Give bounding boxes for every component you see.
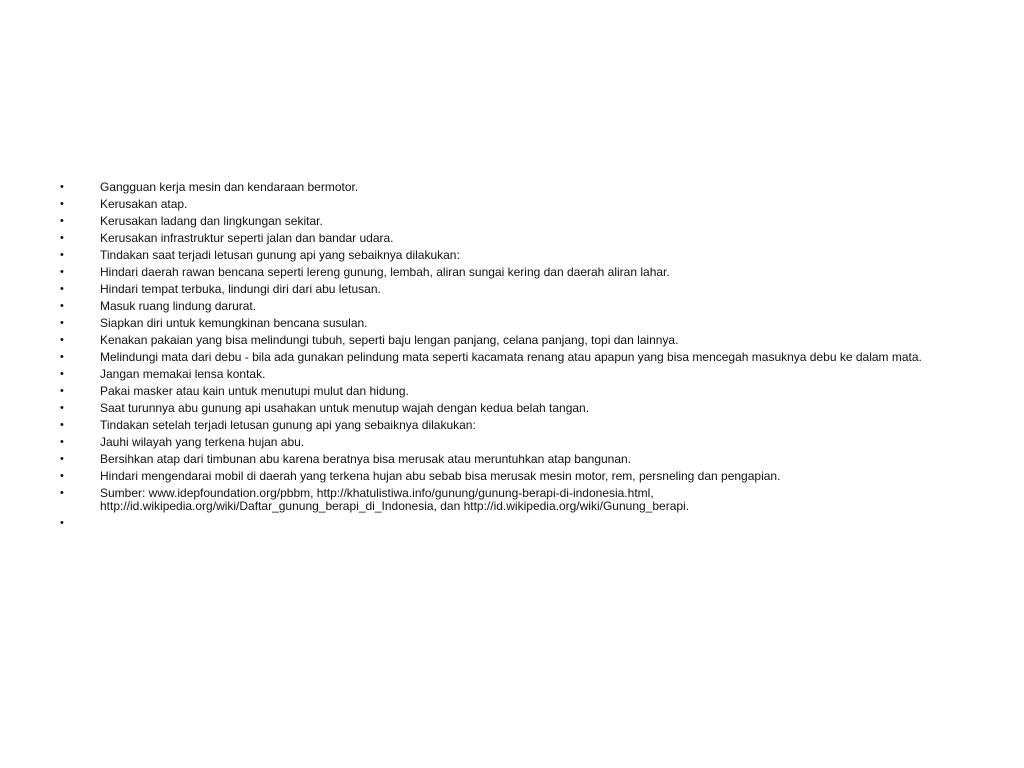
bullet-icon: •: [60, 385, 64, 397]
list-item: [60, 300, 960, 313]
bullet-icon: •: [60, 300, 64, 312]
list-item: [60, 334, 960, 347]
list-item-text: Kenakan pakaian yang bisa melindungi tubuh, seperti baju lengan panjang, celana panjang, topi dan lainnya.: [100, 333, 679, 347]
bullet-icon: •: [60, 436, 64, 448]
list-item-text: Tindakan saat terjadi letusan gunung api yang sebaiknya dilakukan:: [100, 248, 460, 262]
list-item: [60, 181, 960, 194]
list-item-text: Tindakan setelah terjadi letusan gunung api yang sebaiknya dilakukan:: [100, 418, 476, 432]
list-item: [60, 470, 960, 483]
list-item: [60, 402, 960, 415]
list-item: [60, 368, 960, 381]
list-item-text: [100, 517, 960, 530]
bullet-icon: •: [60, 334, 64, 346]
bullet-list: [60, 181, 960, 534]
bullet-icon: •: [60, 368, 64, 380]
bullet-icon: •: [60, 232, 64, 244]
list-item: [60, 232, 960, 245]
bullet-icon: •: [60, 317, 64, 329]
list-item-text: Kerusakan infrastruktur seperti jalan dan bandar udara.: [100, 231, 394, 245]
list-item-text: Siapkan diri untuk kemungkinan bencana susulan.: [100, 316, 368, 330]
list-item: [60, 436, 960, 449]
bullet-icon: •: [60, 487, 64, 499]
bullet-icon: •: [60, 215, 64, 227]
list-item-text: Hindari mengendarai mobil di daerah yang terkena hujan abu sebab bisa merusak mesin motor, rem, persneling dan pengapian.: [100, 469, 781, 483]
list-item-text: Sumber: www.idepfoundation.org/pbbm, http://khatulistiwa.info/gunung/gunung-berapi-di-indonesia.html, http://id.wikipedia.org/wiki/Daftar_gunung_berapi_di_Indonesia, dan http://id.wikipedia.org/wiki/Gunung_berapi.: [100, 486, 690, 513]
bullet-icon: •: [60, 283, 64, 295]
list-item-text: Gangguan kerja mesin dan kendaraan bermotor.: [100, 180, 359, 194]
list-item: [60, 317, 960, 330]
list-item: [60, 351, 960, 364]
list-item: [60, 198, 960, 211]
list-item-text: Melindungi mata dari debu - bila ada gunakan pelindung mata seperti kacamata renang atau apapun yang bisa mencegah masuknya debu ke dalam mata.: [100, 350, 922, 364]
list-item: [60, 385, 960, 398]
list-item: [60, 283, 960, 296]
list-item-text: Pakai masker atau kain untuk menutupi mulut dan hidung.: [100, 384, 409, 398]
list-item-text: Jangan memakai lensa kontak.: [100, 367, 266, 381]
list-item: [60, 419, 960, 432]
list-item: [60, 249, 960, 262]
list-item-text: Jauhi wilayah yang terkena hujan abu.: [100, 435, 305, 449]
list-item: [60, 487, 960, 513]
bullet-icon: •: [60, 517, 64, 529]
list-item-text: Kerusakan ladang dan lingkungan sekitar.: [100, 214, 323, 228]
bullet-icon: •: [60, 181, 64, 193]
bullet-icon: •: [60, 419, 64, 431]
list-item: [60, 517, 960, 530]
bullet-icon: •: [60, 198, 64, 210]
bullet-icon: •: [60, 351, 64, 363]
bullet-icon: •: [60, 266, 64, 278]
list-item-text: Bersihkan atap dari timbunan abu karena beratnya bisa merusak atau meruntuhkan atap bangunan.: [100, 452, 632, 466]
list-item: [60, 453, 960, 466]
bullet-icon: •: [60, 453, 64, 465]
list-item-text: Masuk ruang lindung darurat.: [100, 299, 257, 313]
list-item: [60, 266, 960, 279]
list-item-text: Kerusakan atap.: [100, 197, 188, 211]
bullet-icon: •: [60, 470, 64, 482]
bullet-icon: •: [60, 249, 64, 261]
bullet-icon: •: [60, 402, 64, 414]
list-item-text: Hindari daerah rawan bencana seperti lereng gunung, lembah, aliran sungai kering dan daerah aliran lahar.: [100, 265, 670, 279]
list-item-text: Hindari tempat terbuka, lindungi diri dari abu letusan.: [100, 282, 381, 296]
list-item: [60, 215, 960, 228]
list-item-text: Saat turunnya abu gunung api usahakan untuk menutup wajah dengan kedua belah tangan.: [100, 401, 590, 415]
